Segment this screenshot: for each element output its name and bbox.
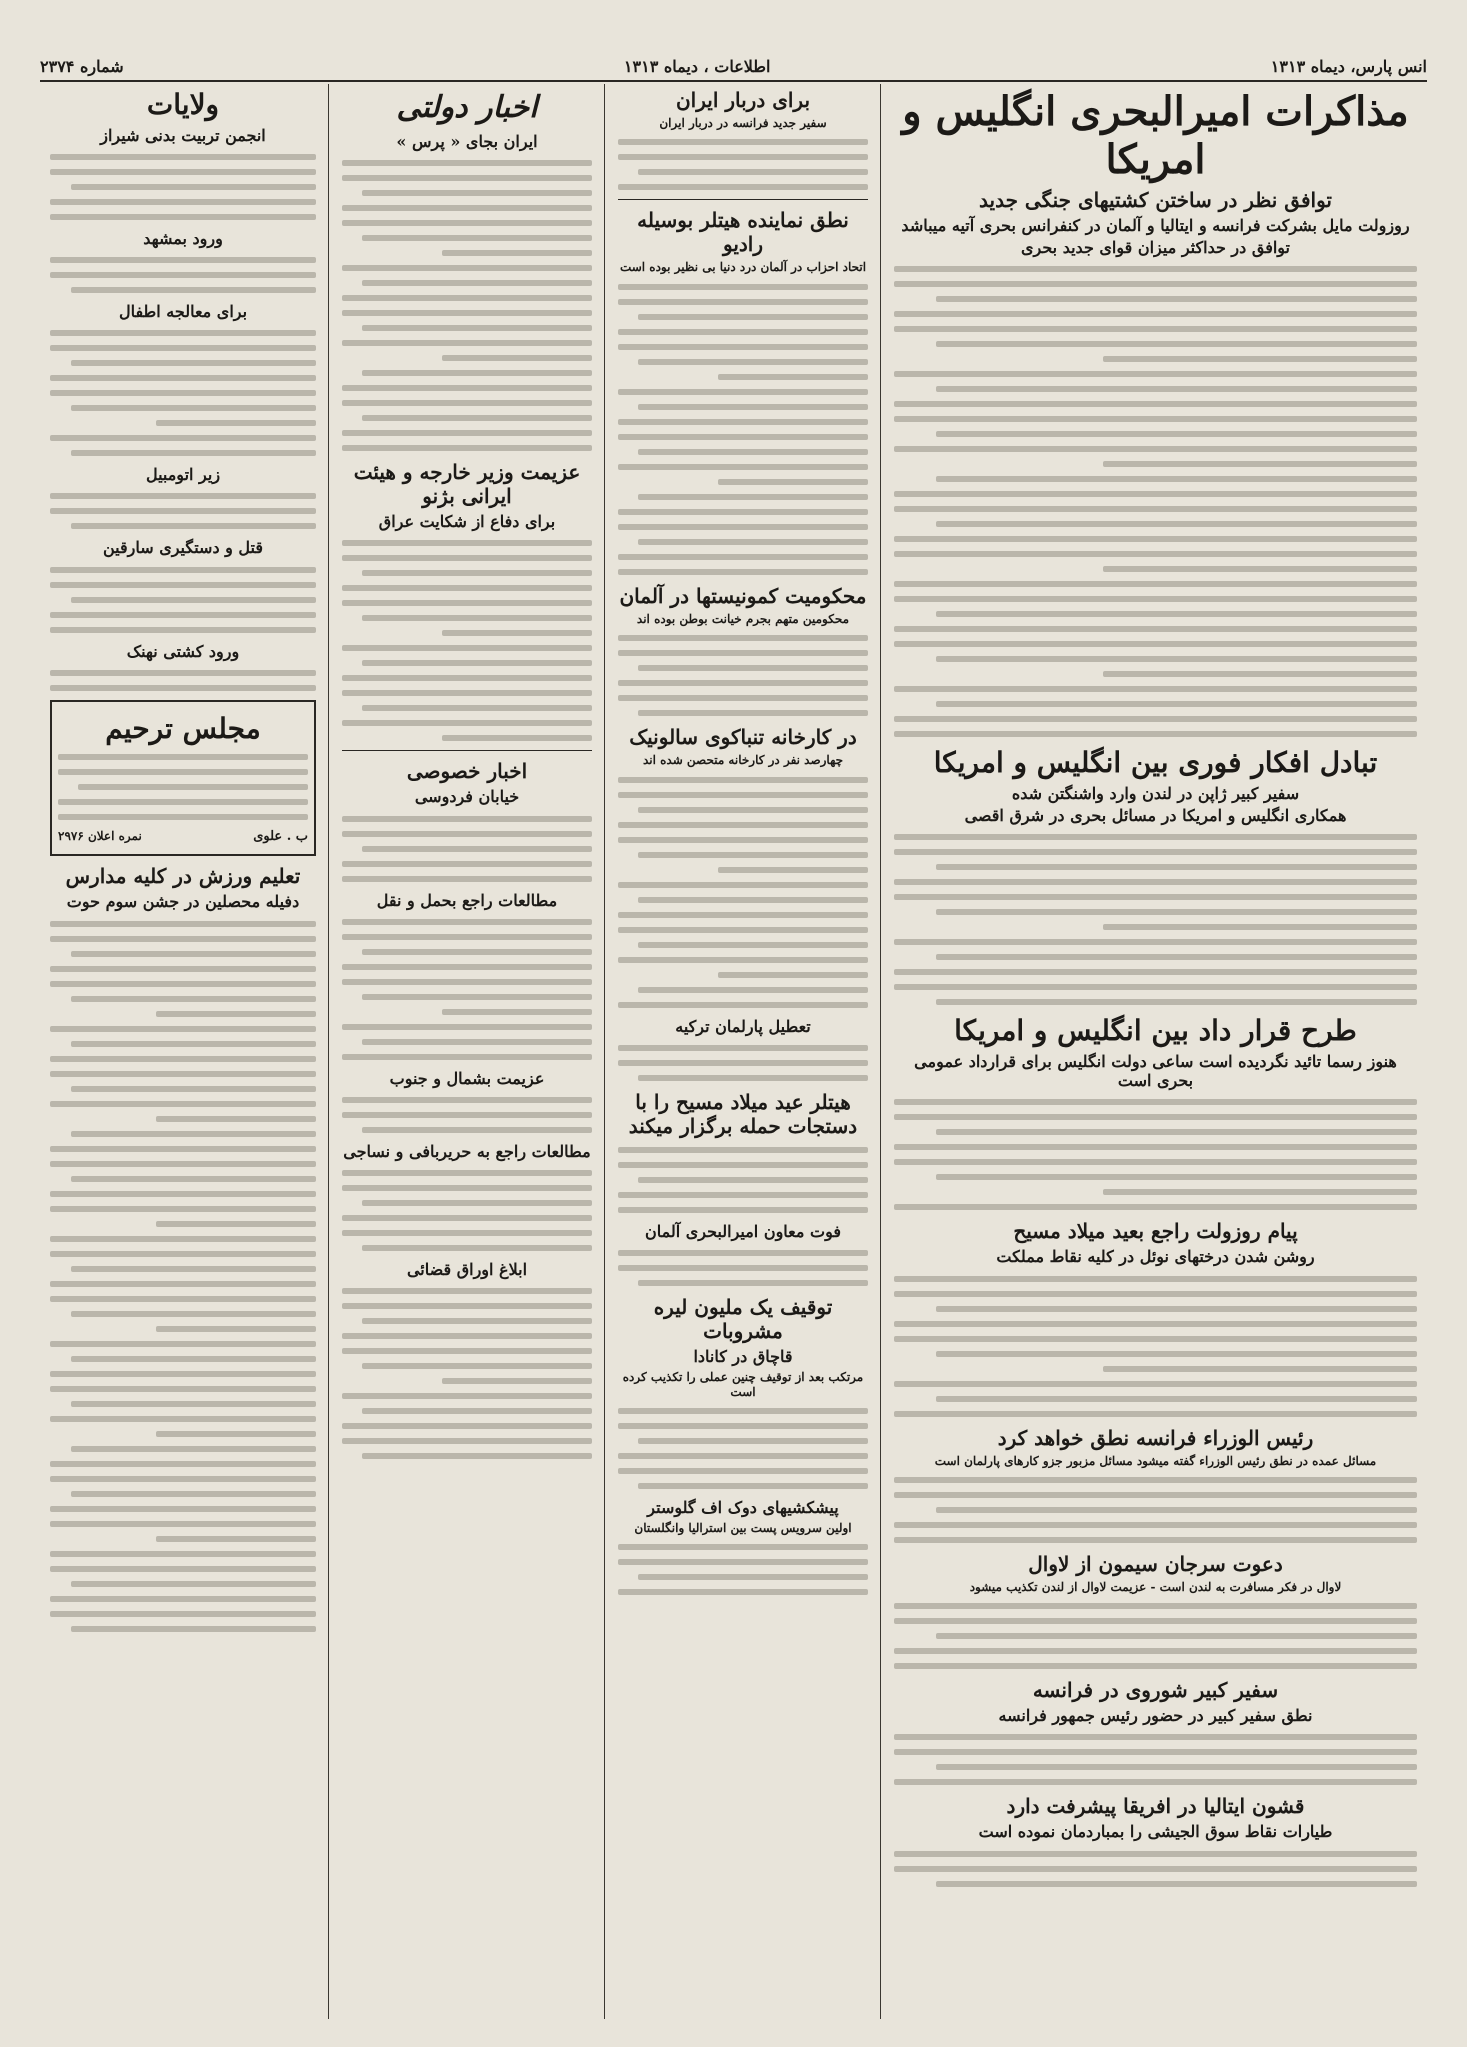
memorial-notice — [50, 700, 316, 857]
exchange-headline: تبادل افکار فوری بین انگلیس و امریکا — [933, 746, 1378, 780]
sports-headline: تعلیم ورزش در کلیه مدارس — [65, 864, 301, 889]
column-rule — [604, 84, 605, 2019]
message-subhead: روشن شدن درختهای نوئل در کلیه نقاط مملکت — [996, 1247, 1315, 1267]
main-headline: مذاکرات امیرالبحری انگلیس و امریکا — [902, 88, 1409, 183]
minister-subhead: برای دفاع از شکایت عراق — [378, 512, 556, 532]
article-body — [50, 154, 316, 220]
article-body — [618, 139, 868, 190]
parliament-headline: تعطیل پارلمان ترکیه — [675, 1016, 811, 1036]
message-headline: پیام روزولت راجع بعید میلاد مسیح — [1013, 1219, 1298, 1244]
article-body — [618, 284, 868, 575]
article-body — [894, 1851, 1417, 1887]
column-main-news — [884, 84, 1427, 2019]
article-body — [50, 257, 316, 293]
masthead-date: انس پارس، دیماه ۱۳۱۳ — [1270, 56, 1427, 76]
article-body — [618, 635, 868, 716]
children-headline: برای معالجه اطفال — [118, 301, 248, 321]
factory-headline: در کارخانه تنباکوی سالونیک — [629, 725, 857, 750]
main-subhead-2: روزولت مایل بشرکت فرانسه و ایتالیا و آلمان در کنفرانس بحری آتیه میباشد — [901, 216, 1410, 235]
divider — [618, 199, 868, 200]
article-body — [894, 1477, 1417, 1543]
sports-subhead: دفیله محصلین در جشن سوم حوت — [66, 892, 300, 912]
radio-subhead: اتحاد احزاب در آلمان درد دنیا بی نظیر بوده است — [619, 260, 867, 275]
court-subhead: سفیر جدید فرانسه در دربار ایران — [659, 116, 827, 130]
special-news-title: اخبار خصوصی — [406, 759, 528, 784]
smuggle-headline: قاچاق در کانادا — [693, 1346, 793, 1366]
court-notice-headline: ابلاغ اوراق قضائی — [406, 1260, 528, 1280]
column-foreign-news — [608, 84, 878, 2019]
notice-signature: ب . علوی — [253, 829, 308, 845]
notice-body — [58, 754, 308, 820]
ambassador-headline: سفیر کبیر شوروی در فرانسه — [1032, 1678, 1279, 1703]
article-body — [342, 919, 592, 1060]
masthead-center: اطلاعات ، دیماه ۱۳۱۳ — [623, 56, 771, 76]
transport-headline: مطالعات راجع بحمل و نقل — [376, 890, 558, 910]
article-body — [618, 777, 868, 1008]
silk-headline: مطالعات راجع به حریربافی و نساجی — [343, 1141, 591, 1161]
thieves-headline: قتل و دستگیری سارقین — [102, 538, 264, 558]
article-body — [618, 1544, 868, 1595]
simon-subhead: لاوال در فکر مسافرت به لندن است - عزیمت لاوال از لندن تکذیب میشود — [969, 1579, 1342, 1594]
france-headline: رئیس الوزراء فرانسه نطق خواهد کرد — [997, 1425, 1314, 1450]
article-body — [618, 1045, 868, 1081]
factory-subhead: چهارصد نفر در کارخانه متحصن شده اند — [642, 753, 844, 768]
masthead-issue: شماره ۲۳۷۴ — [40, 56, 124, 76]
article-body — [894, 834, 1417, 1005]
provinces-title: ولایات — [146, 88, 220, 121]
north-headline: عزیمت بشمال و جنوب — [389, 1068, 545, 1088]
car-headline: زیر اتومبیل — [145, 465, 221, 485]
article-body — [342, 1097, 592, 1133]
ambassador-subhead: نطق سفیر کبیر در حضور رئیس جمهور فرانسه — [998, 1706, 1313, 1726]
column-domestic-news — [332, 84, 602, 2019]
simon-headline: دعوت سرجان سیمون از لاوال — [1028, 1551, 1283, 1576]
notice-number: نمره اعلان ۲۹۷۶ — [58, 829, 142, 844]
news-section-title: اخبار دولتی — [396, 90, 538, 125]
shiraz-headline: انجمن تربیت بدنی شیراز — [100, 125, 266, 145]
communist-subhead: محکومین متهم بجرم خیانت بوطن بوده اند — [636, 611, 850, 626]
million-headline: توقیف یک ملیون لیره مشروبات — [653, 1294, 833, 1343]
column-rule — [880, 84, 881, 2019]
france-subhead: مسائل عمده در نطق رئیس الوزراء گفته میشود مسائل مزبور جزو کارهای پارلمان است — [934, 1453, 1377, 1468]
main-subhead-3: توافق در حداکثر میزان قوای جدید بحری — [1020, 238, 1290, 258]
exchange-subhead: سفیر کبیر ژاپن در لندن وارد واشنگتن شده — [1011, 783, 1300, 803]
ferdowsi-headline: خیابان فردوسی — [414, 787, 520, 807]
exchange-subhead-2: همکاری انگلیس و امریکا در مسائل بحری در شرق اقصی — [964, 806, 1347, 826]
divider — [342, 750, 592, 751]
article-body — [342, 160, 592, 451]
article-body — [50, 670, 316, 691]
article-body — [50, 921, 316, 1632]
mashhad-headline: ورود بمشهد — [143, 228, 223, 248]
article-body — [342, 1170, 592, 1251]
column-rule — [328, 84, 329, 2019]
plan-subhead: هنوز رسما تائید نگردیده است ساعی دولت انگلیس برای قرارداد عمومی بحری است — [914, 1051, 1397, 1091]
article-body — [342, 816, 592, 882]
memorial-headline: مجلس ترحیم — [105, 711, 261, 745]
article-body — [618, 1147, 868, 1213]
ship-headline: ورود کشتی نهنک — [126, 641, 240, 661]
main-subhead: توافق نظر در ساختن کشتیهای جنگی جدید — [979, 188, 1332, 212]
hitler-headline: هیتلر عید میلاد مسیح را با دستجات حمله برگزار میکند — [628, 1089, 858, 1138]
article-body — [894, 1276, 1417, 1417]
italy-headline: قشون ایتالیا در افریقا پیشرفت دارد — [1006, 1794, 1305, 1819]
article-body — [50, 330, 316, 456]
plan-headline: طرح قرار داد بین انگلیس و امریکا — [954, 1014, 1357, 1048]
article-body — [342, 1288, 592, 1459]
article-body — [50, 493, 316, 529]
admiral-headline: فوت معاون امیرالبحری آلمان — [644, 1221, 842, 1241]
gifts-headline: پیشکشیهای دوک اف گلوستر — [647, 1497, 839, 1517]
article-body — [894, 1734, 1417, 1785]
article-body — [50, 567, 316, 633]
smuggle-subhead: مرتکب بعد از توقیف چنین عملی را تکذیب کرده است — [622, 1370, 864, 1399]
column-provinces — [40, 84, 326, 2019]
article-body — [618, 1250, 868, 1286]
article-body — [894, 1099, 1417, 1210]
article-body — [894, 266, 1417, 737]
article-body — [618, 1408, 868, 1489]
iran-headline: ایران بجای « پرس » — [396, 132, 538, 151]
gifts-subhead: اولین سرویس پست بین استرالیا وانگلستان — [634, 1521, 852, 1536]
communist-headline: محکومیت کمونیستها در آلمان — [619, 583, 867, 608]
radio-headline: نطق نماینده هیتلر بوسیله رادیو — [637, 208, 849, 257]
italy-subhead: طیارات نقاط سوق الجیشی را بمباردمان نموده است — [978, 1822, 1333, 1842]
article-body — [342, 540, 592, 741]
minister-headline: عزیمت وزیر خارجه و هیئت ایرانی بژنو — [353, 460, 581, 509]
masthead — [40, 52, 1427, 82]
court-headline: برای دربار ایران — [675, 88, 811, 112]
article-body — [894, 1603, 1417, 1669]
